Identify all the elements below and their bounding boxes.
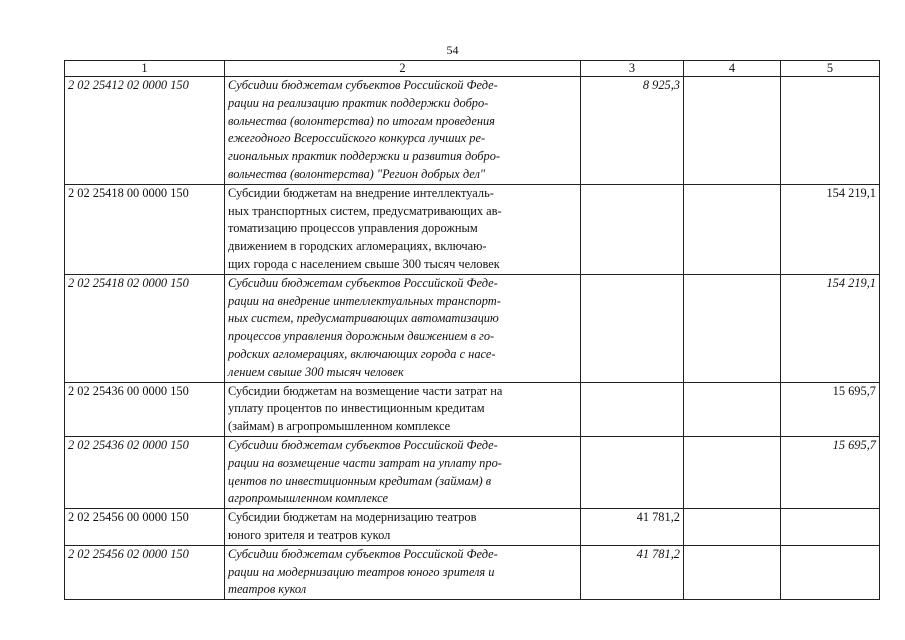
amount-cell-col5: 15 695,7: [781, 382, 880, 436]
amount-cell-col5: [781, 509, 880, 546]
description-cell: [225, 509, 581, 546]
description-cell: [225, 274, 581, 382]
amount-cell-col4: [684, 382, 781, 436]
budget-code-cell: 2 02 25436 00 0000 150: [65, 382, 225, 436]
description-cell: [225, 77, 581, 185]
table-row: [65, 545, 880, 599]
amount-cell-col5: [781, 77, 880, 185]
description-line: томатизацию процессов управления дорожным: [228, 221, 478, 236]
table-row: [65, 77, 880, 185]
amount-cell-col3: 41 781,2: [581, 545, 684, 599]
description-line: процессов управления дорожным движением в го-: [228, 329, 495, 344]
description-line: движением в городских агломерациях, включаю-: [228, 239, 487, 254]
description-line: рации на модернизацию театров юного зрителя и: [228, 564, 495, 579]
table-row: [65, 382, 880, 436]
description-line: ных транспортных систем, предусматривающих ав-: [228, 203, 502, 218]
budget-table: [64, 60, 880, 600]
description-line: агропромышленном комплексе: [228, 491, 388, 506]
table-row: [65, 436, 880, 508]
page-number: 54: [446, 43, 459, 57]
description-line: Субсидии бюджетам субъектов Российской Феде-: [228, 437, 498, 452]
column-header-5: 5: [781, 61, 880, 77]
budget-code-cell: 2 02 25412 02 0000 150: [65, 77, 225, 185]
table-row: [65, 274, 880, 382]
column-header-4: 4: [684, 61, 781, 77]
description-line: рации на реализацию практик поддержки добро-: [228, 95, 489, 110]
description-line: юного зрителя и театров кукол: [228, 527, 391, 542]
amount-cell-col3: 41 781,2: [581, 509, 684, 546]
description-line: Субсидии бюджетам субъектов Российской Феде-: [228, 78, 498, 92]
amount-cell-col4: [684, 274, 781, 382]
column-header-3: 3: [581, 61, 684, 77]
amount-cell-col4: [684, 545, 781, 599]
column-header-2: 2: [225, 61, 581, 77]
amount-cell-col5: 15 695,7: [781, 436, 880, 508]
description-line: театров кукол: [228, 582, 307, 597]
description-line: щих города с населением свыше 300 тысяч человек: [228, 256, 500, 271]
description-cell: [225, 436, 581, 508]
column-header-1: 1: [65, 61, 225, 77]
description-line: вольчества (волонтерства) по итогам проведения: [228, 113, 495, 128]
description-line: Субсидии бюджетам субъектов Российской Феде-: [228, 546, 498, 561]
amount-cell-col4: [684, 436, 781, 508]
description-line: гиональных практик поддержки и развития добро-: [228, 149, 501, 164]
description-line: уплату процентов по инвестиционным кредитам: [228, 401, 485, 416]
budget-code-cell: 2 02 25456 00 0000 150: [65, 509, 225, 546]
description-line: Субсидии бюджетам на внедрение интеллектуаль-: [228, 185, 494, 200]
amount-cell-col4: [684, 77, 781, 185]
description-line: ных систем, предусматривающих автоматизацию: [228, 311, 499, 326]
table-header: [65, 61, 880, 77]
description-line: рации на внедрение интеллектуальных транспорт-: [228, 293, 501, 308]
description-line: Субсидии бюджетам на модернизацию театров: [228, 510, 477, 525]
description-line: вольчества (волонтерства) "Регион добрых дел": [228, 166, 486, 181]
amount-cell-col3: 8 925,3: [581, 77, 684, 185]
description-line: центов по инвестиционным кредитам (займам) в: [228, 473, 492, 488]
table-row: [65, 184, 880, 274]
amount-cell-col5: [781, 545, 880, 599]
budget-code-cell: 2 02 25418 00 0000 150: [65, 184, 225, 274]
description-line: (займам) в агропромышленном комплексе: [228, 419, 451, 434]
budget-code-cell: 2 02 25418 02 0000 150: [65, 274, 225, 382]
budget-code-cell: 2 02 25436 02 0000 150: [65, 436, 225, 508]
amount-cell-col3: [581, 274, 684, 382]
description-line: родских агломерациях, включающих города с насе-: [228, 346, 496, 361]
amount-cell-col5: 154 219,1: [781, 274, 880, 382]
amount-cell-col3: [581, 436, 684, 508]
amount-cell-col4: [684, 509, 781, 546]
header-row: [65, 61, 880, 77]
description-line: рации на возмещение части затрат на уплату про-: [228, 455, 502, 470]
amount-cell-col3: [581, 184, 684, 274]
description-line: ежегодного Всероссийского конкурса лучших ре-: [228, 131, 486, 146]
table-row: [65, 509, 880, 546]
table-body: [65, 77, 880, 600]
description-cell: [225, 545, 581, 599]
amount-cell-col5: 154 219,1: [781, 184, 880, 274]
budget-code-cell: 2 02 25456 02 0000 150: [65, 545, 225, 599]
description-cell: [225, 184, 581, 274]
description-cell: [225, 382, 581, 436]
description-line: Субсидии бюджетам субъектов Российской Феде-: [228, 275, 498, 290]
amount-cell-col3: [581, 382, 684, 436]
description-line: Субсидии бюджетам на возмещение части затрат на: [228, 383, 503, 398]
description-line: лением свыше 300 тысяч человек: [228, 364, 404, 379]
amount-cell-col4: [684, 184, 781, 274]
